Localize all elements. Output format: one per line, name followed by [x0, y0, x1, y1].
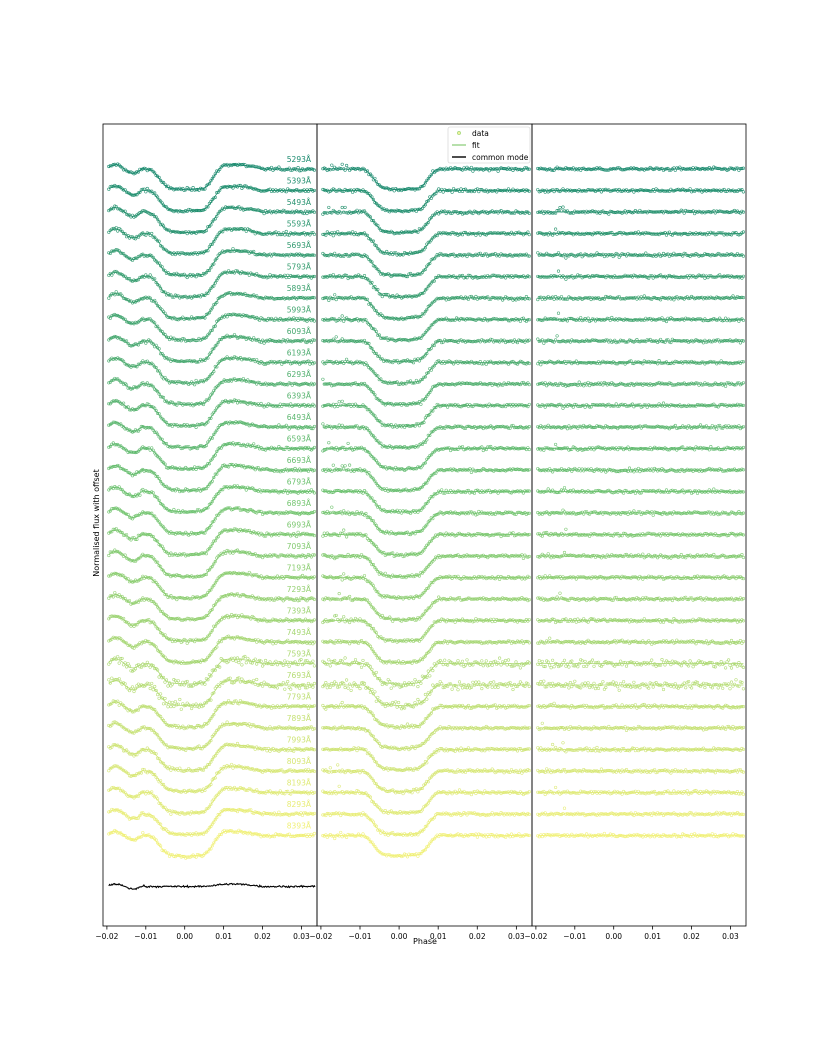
data-point	[150, 447, 153, 450]
data-point	[307, 682, 310, 685]
data-point	[312, 686, 315, 689]
data-point	[184, 275, 187, 278]
data-point	[116, 655, 119, 658]
wavelength-label: 7893Å	[286, 714, 311, 723]
fit-line	[109, 724, 315, 749]
data-point	[204, 683, 207, 686]
data-point	[192, 186, 195, 189]
wavelength-label: 7293Å	[286, 585, 311, 594]
data-point	[170, 705, 173, 708]
data-point	[171, 640, 174, 643]
x-tick-label: 0.03	[508, 932, 525, 941]
data-point	[226, 316, 229, 319]
wavelength-label: 7593Å	[286, 649, 311, 659]
data-point	[149, 687, 152, 690]
data-point	[512, 169, 515, 172]
data-point	[230, 763, 233, 766]
data-point	[312, 660, 315, 663]
x-tick-label: 0.00	[176, 932, 194, 941]
data-point	[295, 535, 298, 538]
wavelength-label: 7793Å	[286, 692, 311, 702]
fit-line	[109, 229, 315, 254]
data-point	[162, 703, 165, 706]
data-point	[232, 552, 235, 555]
data-point	[285, 230, 288, 233]
wavelength-label: 6793Å	[286, 477, 311, 487]
data-point	[294, 467, 297, 470]
data-point	[252, 679, 255, 682]
data-point	[167, 685, 170, 688]
wavelength-label: 6193Å	[286, 348, 311, 358]
data-point	[284, 688, 287, 691]
x-axis-label: Phase	[413, 937, 437, 946]
data-point	[108, 679, 111, 682]
data-point	[282, 664, 285, 667]
data-point	[114, 591, 117, 594]
data-point	[167, 706, 170, 709]
data-point	[226, 721, 229, 724]
x-tick-label: 0.01	[215, 932, 232, 941]
data-point	[263, 212, 266, 215]
data-point	[118, 704, 121, 707]
data-point	[313, 682, 316, 685]
data-point	[452, 187, 455, 190]
x-tick-label: 0.02	[254, 932, 271, 941]
data-point	[282, 600, 285, 603]
data-point	[255, 663, 258, 666]
data-point	[220, 657, 223, 660]
data-point	[150, 682, 153, 685]
data-point	[245, 661, 248, 664]
data-point	[288, 686, 291, 689]
data-point	[168, 701, 171, 704]
wavelength-label: 5493Å	[286, 198, 311, 207]
data-point	[333, 166, 336, 169]
wavelength-label: 7193Å	[286, 563, 311, 573]
data-point	[186, 276, 189, 279]
wavelength-label: 5593Å	[286, 219, 311, 229]
fit-line	[109, 294, 315, 319]
data-point	[164, 697, 167, 700]
fit-line	[109, 745, 315, 770]
data-point	[182, 681, 185, 684]
data-point	[118, 662, 121, 665]
wavelength-label: 5293Å	[286, 155, 311, 164]
wavelength-label: 5393Å	[286, 176, 311, 186]
wavelength-label: 8293Å	[286, 800, 311, 809]
panel-middle	[309, 124, 532, 941]
data-point	[288, 665, 291, 668]
data-point	[313, 425, 316, 428]
data-point	[269, 750, 272, 753]
data-point	[341, 163, 344, 166]
data-point	[261, 513, 264, 516]
data-point	[297, 531, 300, 534]
fit-line	[323, 212, 529, 233]
data-point	[276, 687, 279, 690]
data-point	[289, 403, 292, 406]
data-point	[254, 233, 257, 236]
data-point	[282, 681, 285, 684]
data-point	[133, 690, 136, 693]
x-tick-label: 0.03	[293, 932, 310, 941]
data-point	[497, 170, 500, 173]
x-tick-label: −0.01	[134, 932, 158, 941]
data-point	[284, 234, 287, 237]
data-point	[470, 166, 473, 169]
wavelength-label: 5893Å	[286, 284, 311, 293]
wavelength-label: 6593Å	[286, 434, 311, 444]
data-point	[179, 698, 182, 701]
data-point	[232, 247, 235, 250]
data-point	[269, 661, 272, 664]
x-tick-label: −0.01	[348, 932, 372, 941]
data-point	[170, 336, 173, 339]
data-point	[177, 680, 180, 683]
x-tick-label: 0.00	[390, 932, 408, 941]
data-point	[344, 206, 347, 209]
data-point	[255, 678, 258, 681]
data-point	[158, 697, 161, 700]
data-point	[235, 660, 238, 663]
data-point	[313, 405, 316, 408]
data-point	[328, 206, 331, 209]
data-point	[238, 661, 241, 664]
data-point	[312, 642, 315, 645]
data-point	[252, 443, 255, 446]
data-point	[193, 383, 196, 386]
data-point	[136, 685, 139, 688]
data-point	[245, 489, 248, 492]
wavelength-label: 8193Å	[286, 778, 311, 788]
wavelength-label: 6393Å	[286, 391, 311, 401]
data-point	[270, 166, 273, 169]
x-tick-label: 0.02	[468, 932, 486, 941]
data-point	[170, 813, 173, 816]
wavelength-label: 6093Å	[286, 327, 311, 336]
wavelength-label: 8093Å	[286, 757, 311, 766]
data-point	[108, 297, 111, 300]
wavelength-label: 6993Å	[286, 520, 311, 530]
data-point	[193, 466, 196, 469]
data-point	[174, 700, 177, 703]
wavelength-label: 6293Å	[286, 370, 311, 379]
data-point	[286, 680, 289, 683]
data-point	[289, 688, 292, 691]
data-point	[278, 445, 281, 448]
data-point	[108, 554, 111, 557]
wavelength-label: 7493Å	[286, 628, 311, 637]
data-point	[145, 793, 148, 796]
data-point	[345, 164, 348, 167]
wavelength-label: 6493Å	[286, 413, 311, 422]
data-point	[190, 707, 193, 710]
data-point	[451, 191, 454, 194]
data-point	[313, 832, 316, 835]
wavelength-label: 6693Å	[286, 456, 311, 465]
data-point	[331, 164, 334, 167]
data-point	[171, 701, 174, 704]
data-point	[264, 659, 267, 662]
data-point	[297, 166, 300, 169]
data-point	[298, 687, 301, 690]
data-point	[294, 319, 297, 322]
data-point	[173, 508, 176, 511]
data-point	[270, 707, 273, 710]
data-point	[341, 206, 344, 209]
data-point	[310, 277, 313, 280]
data-point	[278, 424, 281, 427]
data-point	[195, 426, 198, 429]
data-point	[142, 831, 145, 834]
wavelength-label: 5693Å	[286, 241, 311, 250]
data-point	[227, 270, 230, 273]
data-point	[313, 665, 316, 668]
x-tick-label: 0.01	[429, 932, 447, 941]
data-point	[153, 685, 156, 688]
data-point	[460, 188, 463, 191]
data-point	[173, 705, 176, 708]
panel-left	[95, 124, 317, 941]
data-point	[284, 660, 287, 663]
wavelength-label: 7693Å	[286, 671, 311, 680]
data-point	[278, 811, 281, 814]
data-point	[261, 556, 264, 559]
data-point	[179, 767, 182, 770]
data-point	[239, 699, 242, 702]
y-axis-label-group	[92, 469, 101, 576]
data-point	[115, 291, 118, 294]
data-point	[313, 320, 316, 323]
data-point	[241, 664, 244, 667]
y-axis-label: Normalised flux with offset	[92, 469, 101, 577]
common-mode-line	[109, 884, 315, 890]
wavelength-label: 8393Å	[286, 821, 311, 831]
x-tick-label: −0.02	[95, 932, 119, 941]
data-point	[127, 662, 130, 665]
data-point	[275, 660, 278, 663]
fit-line	[109, 251, 315, 276]
wavelength-label: 5993Å	[286, 305, 311, 315]
wavelength-label: 7393Å	[286, 606, 311, 616]
wavelength-label: 7093Å	[286, 542, 311, 551]
wavelength-label: 6893Å	[286, 499, 311, 508]
wavelength-label: 7993Å	[286, 735, 311, 745]
data-point	[241, 187, 244, 190]
data-point	[264, 209, 267, 212]
data-point	[145, 274, 148, 277]
wavelength-label: 5793Å	[286, 262, 311, 272]
data-point	[180, 708, 183, 711]
data-point	[131, 686, 134, 689]
x-tick-label: −0.02	[309, 932, 333, 941]
